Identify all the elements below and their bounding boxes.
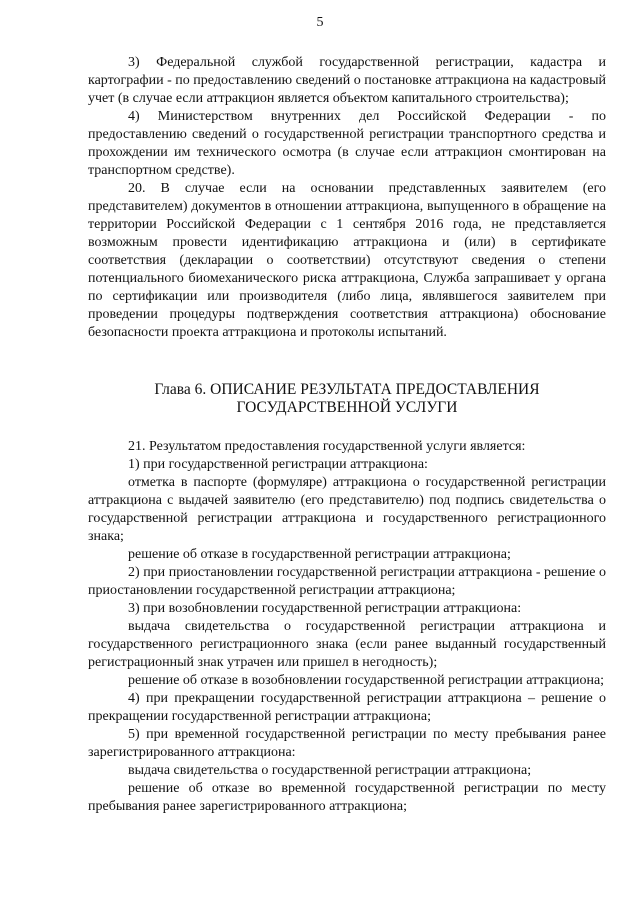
chapter-heading [88, 381, 606, 417]
list-item: решение об отказе во временной государственной регистрации по месту пребывания ранее зарегистрированного аттракциона; [88, 781, 606, 814]
list-item: отметка в паспорте (формуляре) аттракциона о государственной регистрации аттракциона с выдачей заявителю (его представителю) под подпись свидетельства о государственной регистрации аттракциона и государственного регистрационного знака; [88, 475, 606, 544]
page-number: 5 [316, 15, 324, 30]
bottom-text-block [88, 438, 606, 816]
list-item: выдача свидетельства о государственной регистрации аттракциона; [128, 763, 532, 778]
paragraph-item-4: 4) Министерством внутренних дел Российской Федерации - по предоставлению сведений о государственной регистрации транспортного средства и прохождении им технического осмотра (в случае если аттракцион смонтирован на транспортном средстве). [88, 109, 606, 178]
list-item: 3) при возобновлении государственной регистрации аттракциона: [128, 601, 522, 616]
paragraph-20: 20. В случае если на основании представленных заявителем (его представителем) документов в отношении аттракциона, выпущенного в обращение на территории Российской Федерации с 1 сентября 2016 года, не представляется возможным провести идентификацию аттракциона и (или) в сертификате соответствия (декларации о соответствии) отсутствуют сведения о степени потенциального биомеханического риска аттракциона, Служба запрашивает у органа по сертификации или производителя (либо лица, являвшегося заявителем при проведении процедуры подтверждения соответствия аттракциона) обоснование безопасности проекта аттракциона и протоколы испытаний. [88, 181, 606, 340]
list-item: 1) при государственной регистрации аттракциона: [128, 457, 428, 472]
paragraph-21: 21. Результатом предоставления государственной услуги является: [128, 439, 526, 454]
chapter-heading-line-2: ГОСУДАРСТВЕННОЙ УСЛУГИ [236, 399, 458, 416]
list-item: выдача свидетельства о государственной регистрации аттракциона и государственного регистрационного знака (если ранее выданный государственный регистрационный знак утрачен или пришел в негодность); [88, 619, 606, 670]
chapter-heading-line-1: Глава 6. ОПИСАНИЕ РЕЗУЛЬТАТА ПРЕДОСТАВЛЕНИЯ [154, 381, 540, 398]
list-item: 4) при прекращении государственной регистрации аттракциона – решение о прекращении государственной регистрации аттракциона; [88, 691, 606, 724]
list-item: решение об отказе в возобновлении государственной регистрации аттракциона; [128, 673, 605, 688]
top-text-block [88, 54, 606, 342]
list-item: 2) при приостановлении государственной регистрации аттракциона - решение о приостановлении государственной регистрации аттракциона; [88, 565, 606, 598]
list-item: 5) при временной государственной регистрации по месту пребывания ранее зарегистрированного аттракциона: [88, 727, 606, 760]
list-item: решение об отказе в государственной регистрации аттракциона; [128, 547, 511, 562]
paragraph-item-3: 3) Федеральной службой государственной регистрации, кадастра и картографии - по предоставлению сведений о постановке аттракциона на кадастровый учет (в случае если аттракцион является объектом капитального строительства); [88, 55, 606, 106]
